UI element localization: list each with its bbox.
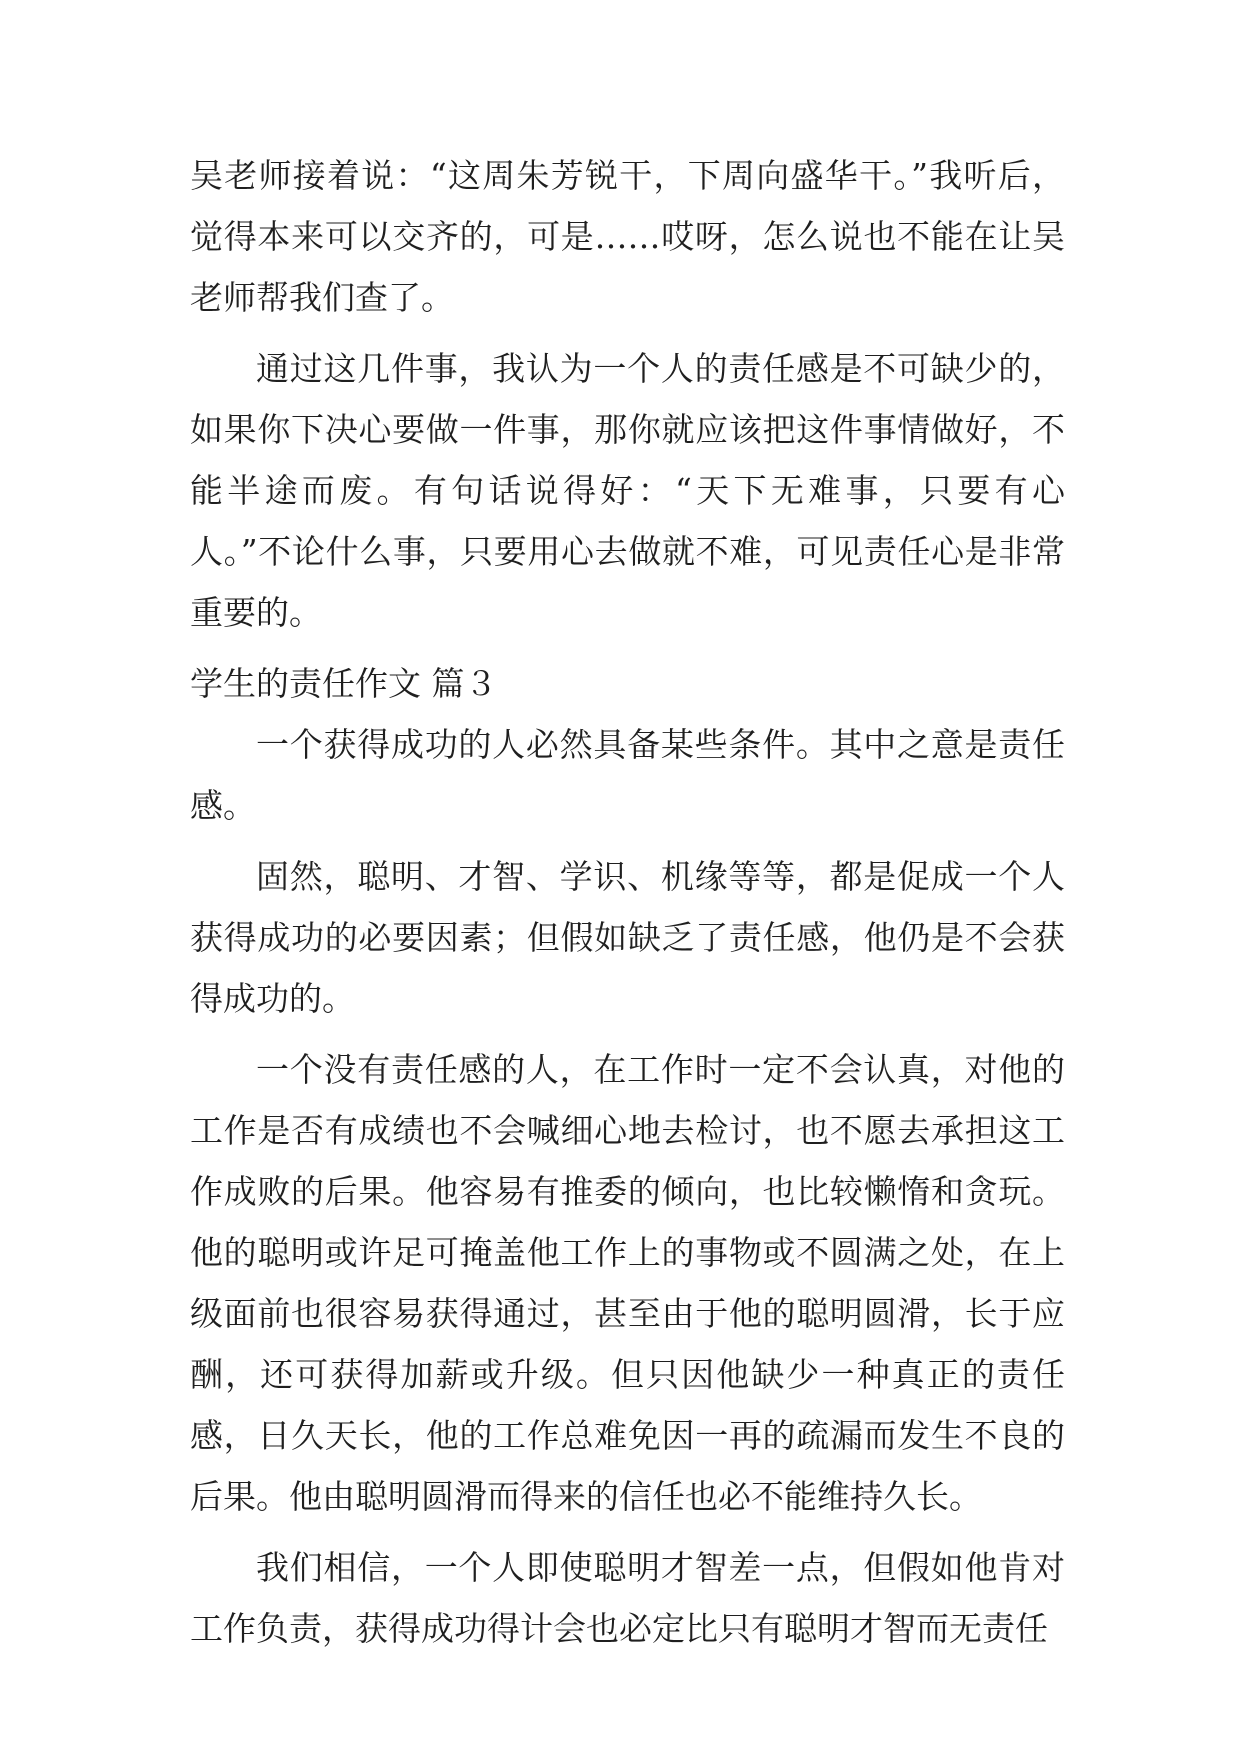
paragraph-6: 我们相信，一个人即使聪明才智差一点，但假如他肯对工作负责，获得成功得计会也必定比只有聪明才智而无责任 — [190, 1548, 1065, 1648]
paragraph-5: 一个没有责任感的人，在工作时一定不会认真，对他的工作是否有成绩也不会喊细心地去检讨，也不愿去承担这工作成败的后果。他容易有推委的倾向，也比较懒惰和贪玩。他的聪明或许足可掩盖他工作上的事物或不圆满之处，在上级面前也很容易获得通过，甚至由于他的聪明圆滑，长于应酬，还可获得加薪或升级。但只因他缺少一种真正的责任感，日久天长，他的工作总难免因一再的疏漏而发生不良的后果。他由聪明圆滑而得来的信任也必不能维持久长。 — [190, 1050, 1065, 1516]
paragraph-4: 固然，聪明、才智、学识、机缘等等，都是促成一个人获得成功的必要因素；但假如缺乏了责任感，他仍是不会获得成功的。 — [190, 857, 1065, 1018]
document-page — [190, 145, 1065, 1669]
paragraph-3: 一个获得成功的人必然具备某些条件。其中之意是责任感。 — [190, 725, 1065, 825]
paragraph-2: 通过这几件事，我认为一个人的责任感是不可缺少的，如果你下决心要做一件事，那你就应该把这件事情做好，不能半途而废。有句话说得好：“天下无难事，只要有心人。”不论什么事，只要用心去做就不难，可见责任心是非常重要的。 — [190, 349, 1065, 632]
section-title: 学生的责任作文 篇３ — [190, 664, 498, 703]
paragraph-1: 吴老师接着说：“这周朱芳锐干，下周向盛华干。”我听后，觉得本来可以交齐的，可是……哎呀，怎么说也不能在让吴老师帮我们查了。 — [190, 156, 1065, 317]
